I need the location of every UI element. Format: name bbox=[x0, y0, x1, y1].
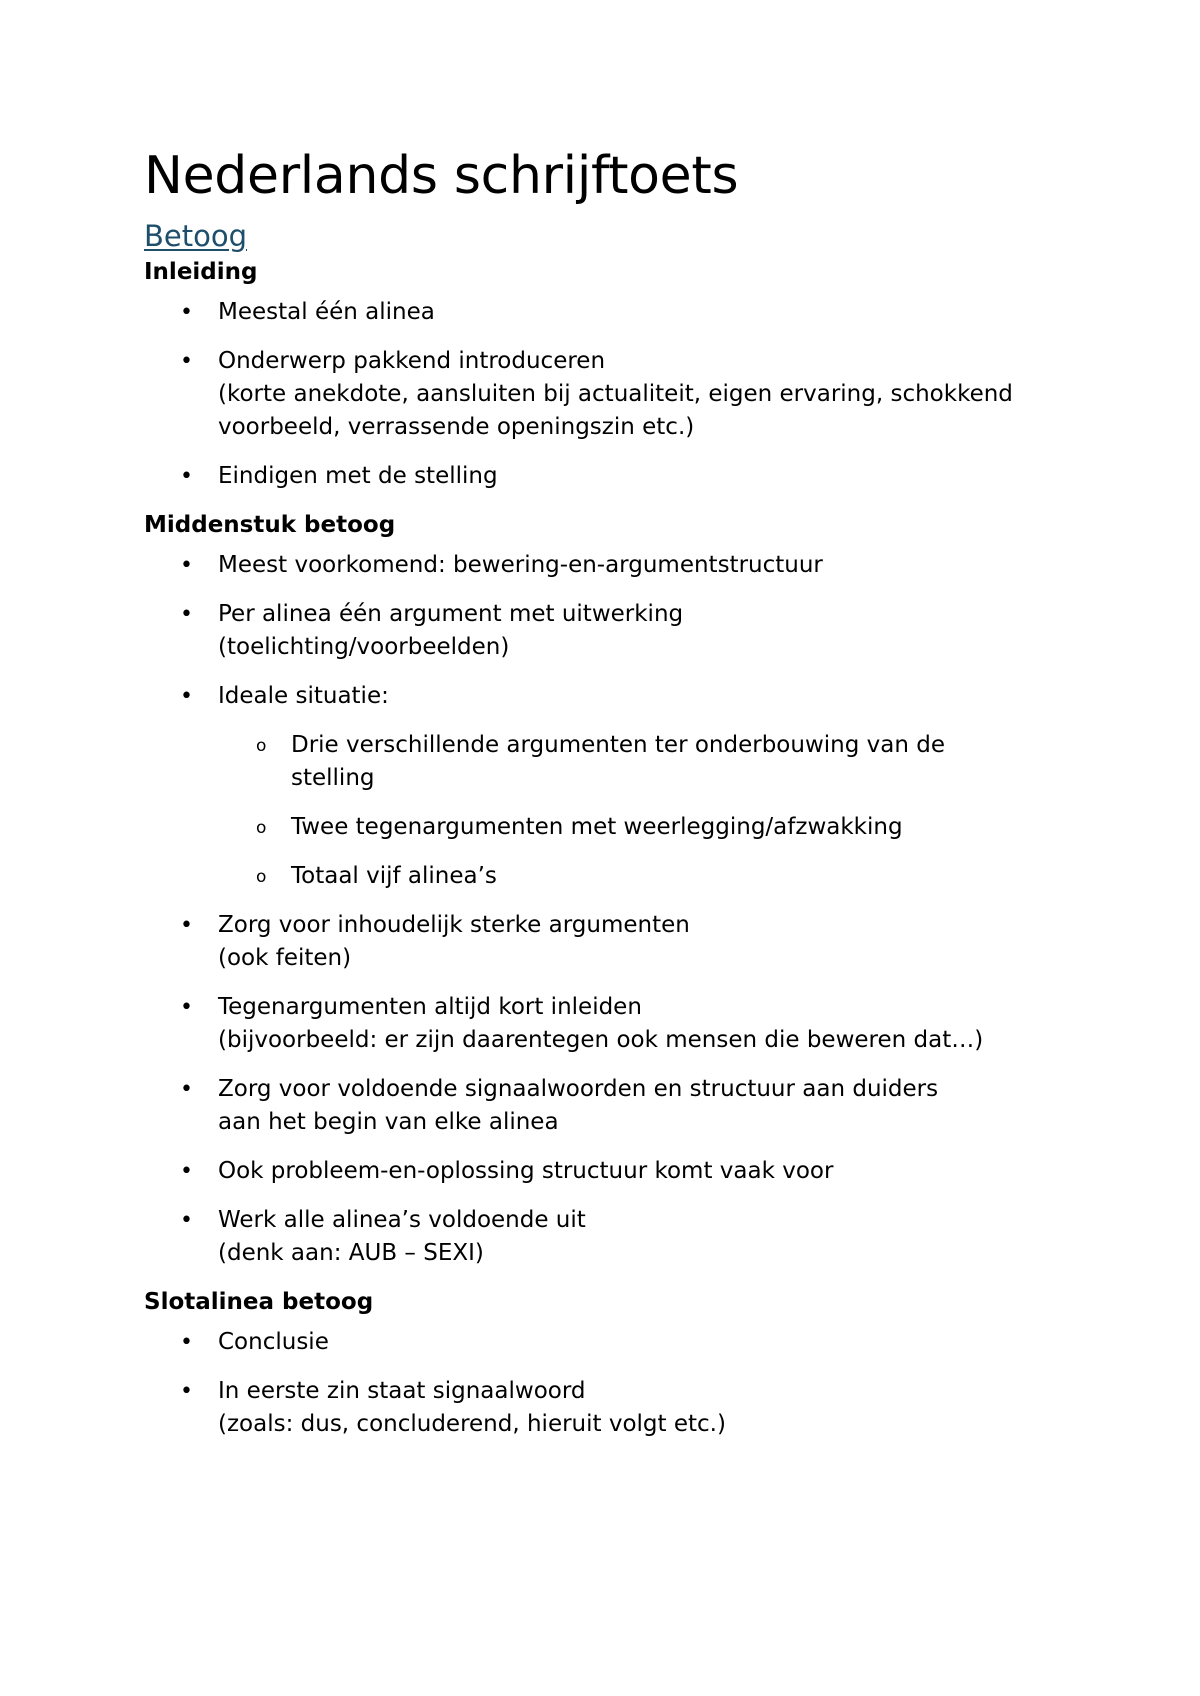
text-line: Ideale situatie: bbox=[218, 683, 389, 709]
text-line: stelling bbox=[291, 765, 375, 791]
list-item bbox=[144, 549, 1084, 582]
bullet-icon: • bbox=[180, 602, 193, 627]
text-line: aan het begin van elke alinea bbox=[218, 1109, 559, 1135]
bullet-list bbox=[144, 1326, 1084, 1441]
bullet-list bbox=[144, 549, 1084, 1270]
bullet-list bbox=[144, 296, 1084, 493]
list-item bbox=[144, 1204, 1084, 1270]
text-line: Meestal één alinea bbox=[218, 299, 435, 325]
list-item-text bbox=[218, 1204, 1084, 1270]
bullet-icon: • bbox=[180, 553, 193, 578]
bullet-icon: • bbox=[180, 913, 193, 938]
list-item-text bbox=[218, 1375, 1084, 1441]
text-line: voorbeeld, verrassende openingszin etc.) bbox=[218, 414, 695, 440]
list-item-text bbox=[218, 909, 1084, 975]
list-item bbox=[144, 296, 1084, 329]
list-item bbox=[144, 1326, 1084, 1359]
bullet-icon: • bbox=[180, 995, 193, 1020]
list-item-text bbox=[218, 1073, 1084, 1139]
list-item-text bbox=[291, 811, 1084, 844]
sub-bullet-icon: o bbox=[256, 867, 267, 887]
sub-bullet-list bbox=[218, 729, 1084, 893]
text-line: (bijvoorbeeld: er zijn daarentegen ook mensen die beweren dat…) bbox=[218, 1027, 984, 1053]
list-item-text bbox=[218, 680, 1084, 713]
text-line: Zorg voor inhoudelijk sterke argumenten bbox=[218, 912, 690, 938]
list-item bbox=[144, 991, 1084, 1057]
bullet-icon: • bbox=[180, 1077, 193, 1102]
section-heading: Slotalinea betoog bbox=[144, 1289, 374, 1315]
list-item-text bbox=[218, 1155, 1084, 1188]
bullet-icon: • bbox=[180, 1159, 193, 1184]
bullet-icon: • bbox=[180, 1330, 193, 1355]
text-line: Onderwerp pakkend introduceren bbox=[218, 348, 606, 374]
list-item-text bbox=[218, 345, 1084, 444]
list-item-text bbox=[218, 598, 1084, 664]
list-item-text bbox=[291, 729, 1084, 795]
list-item-text bbox=[218, 1326, 1084, 1359]
text-line: In eerste zin staat signaalwoord bbox=[218, 1378, 586, 1404]
list-item bbox=[144, 1155, 1084, 1188]
bullet-icon: • bbox=[180, 349, 193, 374]
document-subtitle: Betoog bbox=[144, 219, 248, 253]
sub-bullet-icon: o bbox=[256, 818, 267, 838]
bullet-icon: • bbox=[180, 1208, 193, 1233]
text-line: Werk alle alinea’s voldoende uit bbox=[218, 1207, 586, 1233]
text-line: (toelichting/voorbeelden) bbox=[218, 634, 510, 660]
list-item bbox=[144, 909, 1084, 975]
sub-list-item bbox=[218, 729, 1084, 795]
text-line: (zoals: dus, concluderend, hieruit volgt etc.) bbox=[218, 1411, 726, 1437]
text-line: Conclusie bbox=[218, 1329, 329, 1355]
section-heading: Middenstuk betoog bbox=[144, 512, 396, 538]
text-line: (korte anekdote, aansluiten bij actualiteit, eigen ervaring, schokkend bbox=[218, 381, 1013, 407]
text-line: Ook probleem-en-oplossing structuur komt vaak voor bbox=[218, 1158, 834, 1184]
list-item-text bbox=[291, 860, 1084, 893]
text-line: Tegenargumenten altijd kort inleiden bbox=[218, 994, 642, 1020]
list-item-text bbox=[218, 549, 1084, 582]
text-line: (denk aan: AUB – SEXI) bbox=[218, 1240, 484, 1266]
list-item bbox=[144, 345, 1084, 444]
sub-list-item bbox=[218, 811, 1084, 844]
text-line: Meest voorkomend: bewering-en-argumentstructuur bbox=[218, 552, 823, 578]
text-line: Eindigen met de stelling bbox=[218, 463, 498, 489]
sub-bullet-icon: o bbox=[256, 736, 267, 756]
list-item bbox=[144, 1375, 1084, 1441]
bullet-icon: • bbox=[180, 464, 193, 489]
bullet-icon: • bbox=[180, 684, 193, 709]
list-item bbox=[144, 680, 1084, 893]
list-item bbox=[144, 1073, 1084, 1139]
text-line: Per alinea één argument met uitwerking bbox=[218, 601, 684, 627]
sections-container bbox=[144, 256, 1084, 1441]
bullet-icon: • bbox=[180, 1379, 193, 1404]
text-line: Drie verschillende argumenten ter onderbouwing van de bbox=[291, 732, 945, 758]
text-line: Zorg voor voldoende signaalwoorden en structuur aan duiders bbox=[218, 1076, 939, 1102]
sub-list-item bbox=[218, 860, 1084, 893]
bullet-icon: • bbox=[180, 300, 193, 325]
document-title: Nederlands schrijftoets bbox=[144, 146, 739, 206]
section-heading: Inleiding bbox=[144, 259, 258, 285]
document-page bbox=[144, 138, 1084, 1457]
text-line: (ook feiten) bbox=[218, 945, 352, 971]
list-item-text bbox=[218, 991, 1084, 1057]
text-line: Totaal vijf alinea’s bbox=[291, 863, 497, 889]
list-item-text bbox=[218, 296, 1084, 329]
text-line: Twee tegenargumenten met weerlegging/afzwakking bbox=[291, 814, 903, 840]
list-item bbox=[144, 598, 1084, 664]
list-item-text bbox=[218, 460, 1084, 493]
list-item bbox=[144, 460, 1084, 493]
